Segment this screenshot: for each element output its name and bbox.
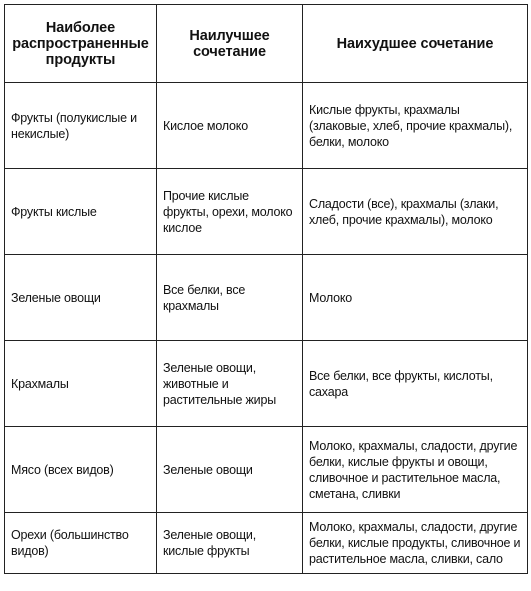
best-combination-cell: Зеленые овощи [157,427,303,513]
worst-combination-cell: Молоко [303,255,528,341]
worst-combination-cell: Молоко, крахмалы, сладости, другие белки, кислые продукты, сливочное и растительное масла, сливки, сало [303,513,528,574]
table-row [5,255,528,341]
table-row [5,427,528,513]
product-cell: Крахмалы [5,341,157,427]
header-worst-combination: Наихудшее сочетание [303,5,528,83]
table-header-row [5,5,528,83]
table-row [5,169,528,255]
header-common-products: Наиболее распространенные продукты [5,5,157,83]
best-combination-cell: Все белки, все крахмалы [157,255,303,341]
best-combination-cell: Зеленые овощи, животные и растительные жиры [157,341,303,427]
table-row [5,513,528,574]
product-cell: Зеленые овощи [5,255,157,341]
product-cell: Фрукты кислые [5,169,157,255]
best-combination-cell: Прочие кислые фрукты, орехи, молоко кислое [157,169,303,255]
worst-combination-cell: Кислые фрукты, крахмалы (злаковые, хлеб, прочие крахмалы), белки, молоко [303,83,528,169]
product-cell: Орехи (большинство видов) [5,513,157,574]
food-combination-table [4,4,528,574]
best-combination-cell: Зеленые овощи, кислые фрукты [157,513,303,574]
header-best-combination: Наилучшее сочетание [157,5,303,83]
best-combination-cell: Кислое молоко [157,83,303,169]
table-row [5,83,528,169]
product-cell: Мясо (всех видов) [5,427,157,513]
table-row [5,341,528,427]
worst-combination-cell: Сладости (все), крахмалы (злаки, хлеб, прочие крахмалы), молоко [303,169,528,255]
worst-combination-cell: Молоко, крахмалы, сладости, другие белки, кислые фрукты и овощи, сливочное и растительное масла, сметана, сливки [303,427,528,513]
product-cell: Фрукты (полукислые и некислые) [5,83,157,169]
worst-combination-cell: Все белки, все фрукты, кислоты, сахара [303,341,528,427]
